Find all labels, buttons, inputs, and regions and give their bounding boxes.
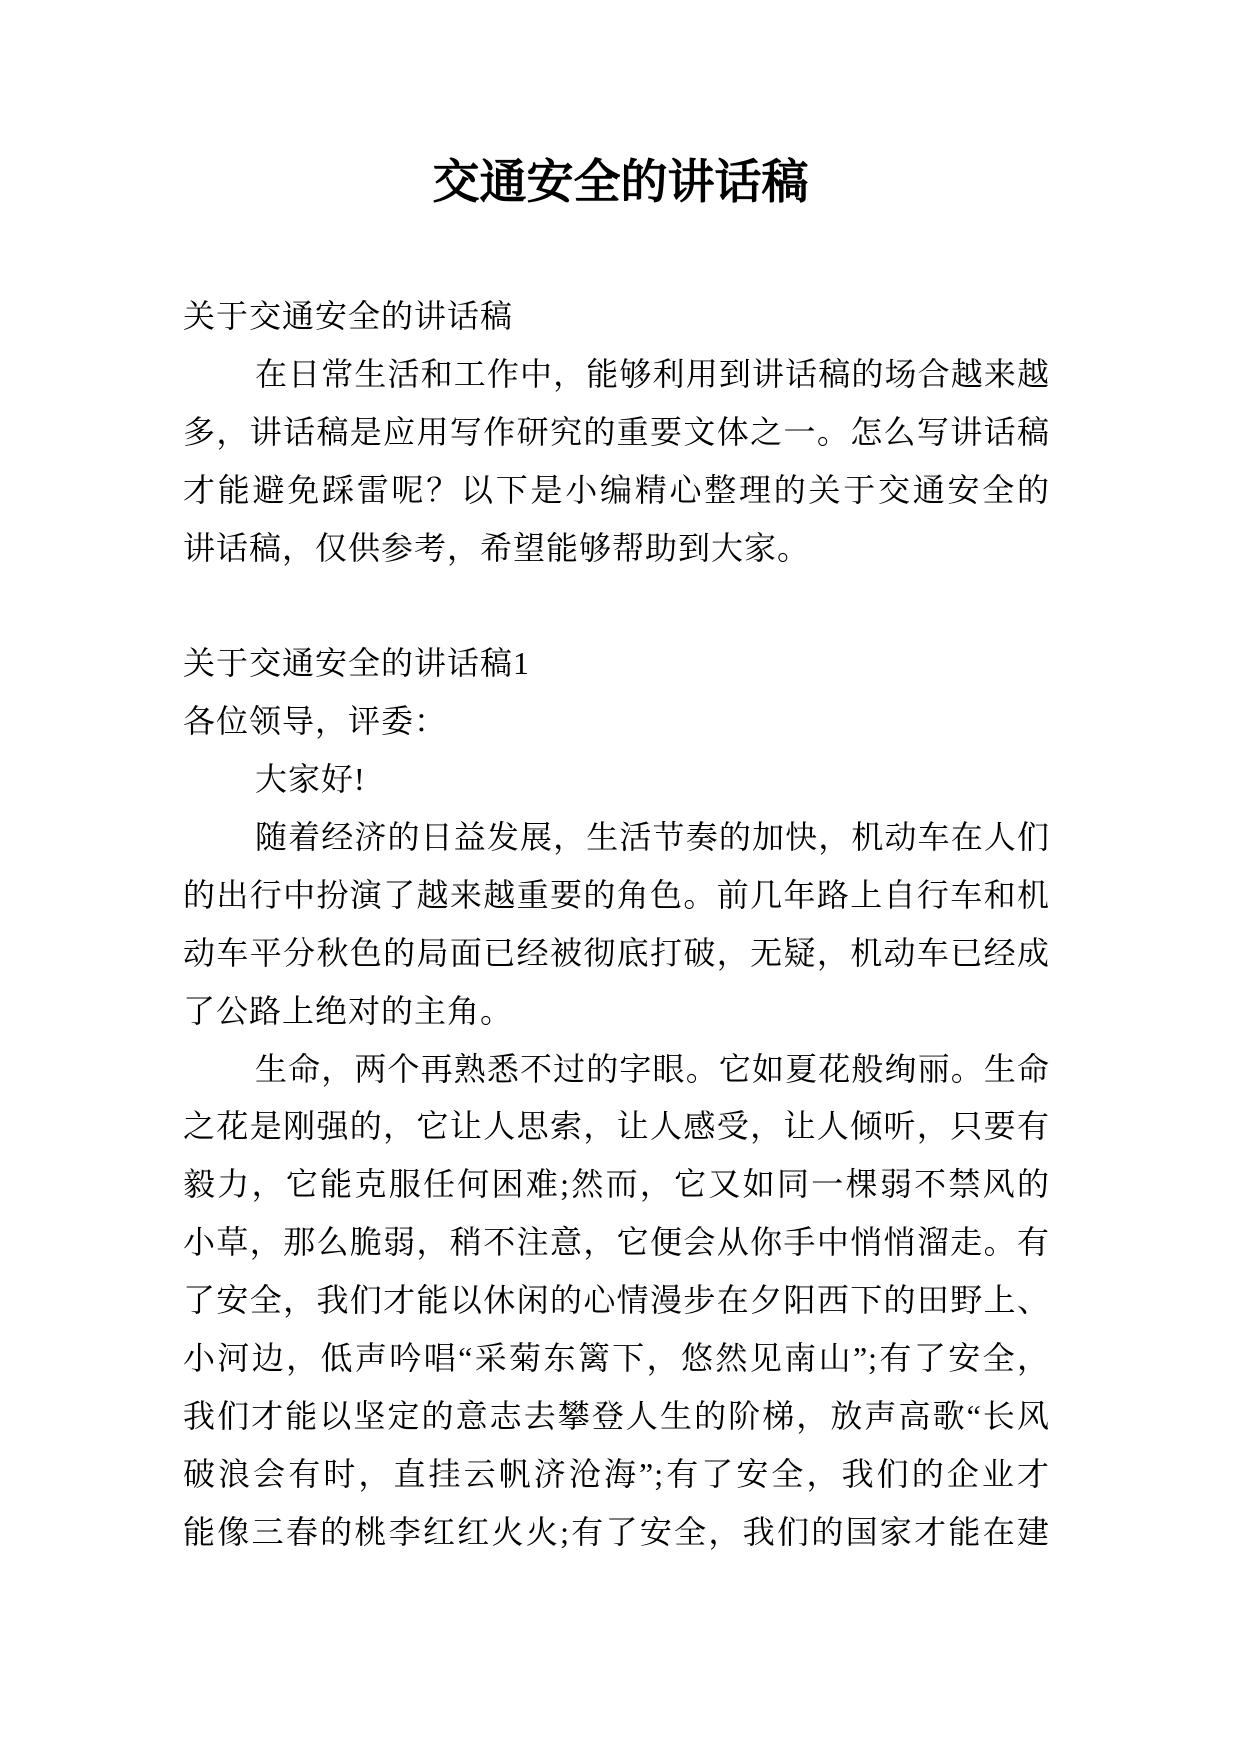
blank-line — [183, 577, 1050, 635]
text-line: 生命，两个再熟悉不过的字眼。它如夏花般绚丽。生命 — [255, 1050, 1050, 1087]
text-line: 了公路上绝对的主角。 — [183, 992, 514, 1029]
text-line: 随着经济的日益发展，生活节奏的加快，机动车在人们 — [255, 819, 1050, 856]
text-line: 各位领导，评委： — [183, 703, 448, 740]
text-line: 我们才能以坚定的意志去攀登人生的阶梯，放声高歌“长风 — [183, 1397, 1050, 1434]
text-line: 的出行中扮演了越来越重要的角色。前几年路上自行车和机 — [183, 876, 1050, 913]
text-line: 多，讲话稿是应用写作研究的重要文体之一。怎么写讲话稿 — [183, 413, 1050, 450]
document-title: 交通安全的讲话稿 — [432, 157, 809, 209]
document-body — [183, 288, 1050, 1562]
text-line: 毅力，它能克服任何困难;然而，它又如同一棵弱不禁风的 — [183, 1166, 1050, 1203]
text-line: 破浪会有时，直挂云帆济沧海”;有了安全，我们的企业才 — [183, 1455, 1050, 1492]
text-line: 了安全，我们才能以休闲的心情漫步在夕阳西下的田野上、 — [183, 1282, 1050, 1319]
text-line: 大家好! — [255, 761, 366, 798]
text-line: 能像三春的桃李红红火火;有了安全，我们的国家才能在建 — [183, 1513, 1050, 1550]
text-line: 在日常生活和工作中，能够利用到讲话稿的场合越来越 — [255, 355, 1050, 392]
text-line: 小河边，低声吟唱“采菊东篱下，悠然见南山”;有了安全， — [183, 1340, 1050, 1377]
text-line: 讲话稿，仅供参考，希望能够帮助到大家。 — [183, 529, 811, 566]
text-line: 之花是刚强的，它让人思索，让人感受，让人倾听，只要有 — [183, 1108, 1050, 1145]
text-line: 关于交通安全的讲话稿1 — [183, 645, 531, 682]
text-line: 关于交通安全的讲话稿 — [183, 298, 514, 334]
text-line: 才能避免踩雷呢？以下是小编精心整理的关于交通安全的 — [183, 471, 1050, 508]
text-line: 动车平分秋色的局面已经被彻底打破，无疑，机动车已经成 — [183, 934, 1050, 971]
text-line: 小草，那么脆弱，稍不注意，它便会从你手中悄悄溜走。有 — [183, 1224, 1050, 1261]
